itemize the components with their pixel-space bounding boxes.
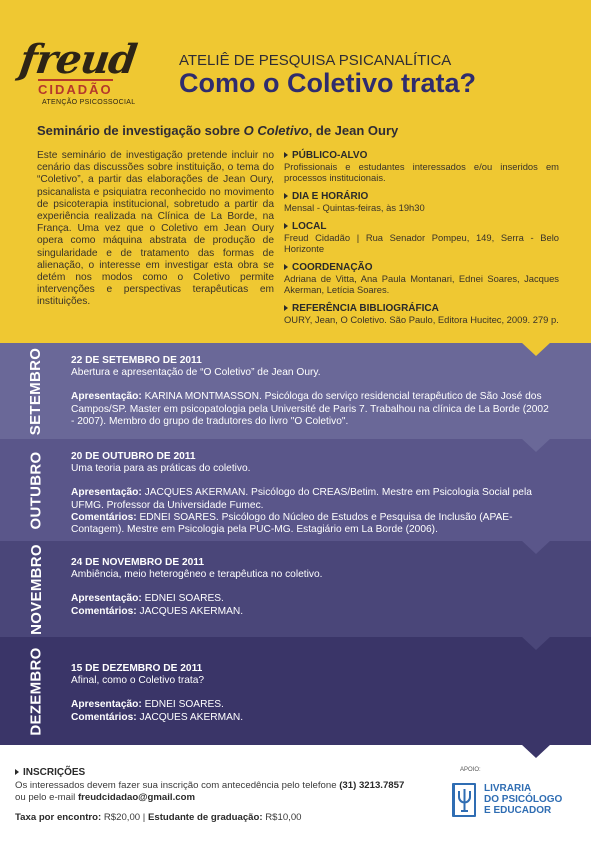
intro-paragraph: Este seminário de investigação pretende incluir no cenário das discussões sobre instituição, o tema do “Coletivo”, a partir das elaborações de Jean Oury, psicanalista e psiquiatra reconhecido no movimento de psicoterapia institucional, sobretudo a partir da experiência realizada na Clínica de La Borde, na França. Uma vez que o Coletivo em Jean Oury opera como máquina abstrata de produção de singularidade e de tratamento das formas de alienação, o interesse em investigar esta obra se detém nos modos como o Coletivo permite intervenções e perspectivas terapêuticas em instituições. [37, 150, 274, 308]
session-novembro [0, 541, 591, 637]
month-label: DEZEMBRO [27, 646, 45, 736]
session-date: 24 DE NOVEMBRO DE 2011 [71, 557, 205, 568]
arrow-icon [284, 152, 288, 158]
event-subtitle: Seminário de investigação sobre O Coletivo, de Jean Oury [37, 123, 399, 138]
footer-section [0, 745, 591, 842]
arrow-icon [284, 223, 288, 229]
apoio-label: APOIO: [460, 767, 481, 773]
session-details [71, 355, 551, 428]
session-details [71, 451, 551, 536]
logo-cidadao: CIDADÃO [38, 79, 113, 97]
session-commenter: Comentários: EDNEI SOARES. Psicólogo do Núcleo de Estudos e Pesquisa de Inclusão (APAE-Contagem). Mestre em Psicologia pela PUC-MG. Estagiário em La Borde (2006). [71, 511, 513, 536]
session-dezembro [0, 637, 591, 745]
arrow-icon [284, 264, 288, 270]
session-date: 22 DE SETEMBRO DE 2011 [71, 355, 202, 366]
registration-email-line: ou pelo e-mail freudcidadao@gmail.com [15, 792, 195, 803]
registration-title: INSCRIÇÕES [15, 767, 85, 778]
info-column [284, 150, 559, 333]
event-kicker: ATELIÊ DE PESQUISA PSICANALÍTICA [179, 52, 452, 69]
freud-cidadao-logo [16, 36, 170, 108]
session-details [71, 663, 551, 724]
logo-wordmark: freud [16, 36, 140, 83]
session-presenter: Apresentação: EDNEI SOARES. [71, 699, 224, 711]
info-local: LOCAL Freud Cidadão | Rua Senador Pompeu, 149, Serra - Belo Horizonte [284, 221, 559, 254]
logo-tagline: ATENÇÃO PSICOSSOCIAL [42, 99, 136, 106]
registration-phone-line: Os interessados devem fazer sua inscrição com antecedência pelo telefone (31) 3213.7857 [15, 780, 405, 791]
arrow-icon [15, 769, 19, 775]
info-coordenacao: COORDENAÇÃO Adriana de Vitta, Ana Paula Montanari, Ednei Soares, Jacques Akerman, Letícia Soares. [284, 262, 559, 295]
session-topic: Ambiência, meio heterogêneo e terapêutica no coletivo. [71, 569, 323, 581]
phone-number[interactable]: (31) 3213.7857 [339, 780, 405, 791]
arrow-icon [284, 305, 288, 311]
session-topic: Abertura e apresentação de “O Coletivo” de Jean Oury. [71, 367, 321, 379]
info-publico-alvo: PÚBLICO-ALVO Profissionais e estudantes interessados e/ou inseridos em processos institucionais. [284, 150, 559, 183]
session-outubro [0, 439, 591, 541]
month-label: OUTUBRO [27, 451, 45, 529]
session-presenter: Apresentação: EDNEI SOARES. [71, 593, 224, 605]
fees-line: Taxa por encontro: R$20,00 | Estudante de graduação: R$10,00 [15, 812, 302, 823]
session-presenter: Apresentação: JACQUES AKERMAN. Psicólogo do CREAS/Betim. Mestre em Psicologia Social pela UFMG. Professor da Universidade Fumec. [71, 487, 532, 511]
session-date: 20 DE OUTUBRO DE 2011 [71, 451, 196, 462]
session-topic: Afinal, como o Coletivo trata? [71, 675, 205, 687]
header-section [0, 0, 591, 343]
info-dia-horario: DIA E HORÁRIO Mensal - Quintas-feiras, às 19h30 [284, 191, 425, 213]
book-psi-icon [450, 781, 480, 819]
session-date: 15 DE DEZEMBRO DE 2011 [71, 663, 203, 674]
session-commenter: Comentários: JACQUES AKERMAN. [71, 711, 244, 723]
email-link[interactable]: freudcidadao@gmail.com [77, 792, 195, 803]
month-label: NOVEMBRO [27, 543, 45, 635]
info-referencia: REFERÊNCIA BIBLIOGRÁFICA OURY, Jean, O Coletivo. São Paulo, Editora Hucitec, 2009. 279 p. [284, 303, 559, 325]
month-label: SETEMBRO [27, 347, 45, 435]
session-setembro [0, 343, 591, 439]
session-topic: Uma teoria para as práticas do coletivo. [71, 463, 251, 475]
session-details [71, 557, 551, 618]
session-commenter: Comentários: JACQUES AKERMAN. [71, 605, 244, 617]
session-presenter: Apresentação: KARINA MONTMASSON. Psicóloga do serviço residencial terapêutico de São José dos Campos/SP. Master em psicopatologia pela Université de Paris 7. Trabalhou na clínica de La Borde (2002 - 2007). Membro do grupo de tradutores do livro "O Coletivo". [71, 391, 549, 427]
sponsor-name: LIVRARIA DO PSICÓLOGO E EDUCADOR [484, 783, 563, 816]
arrow-icon [284, 193, 288, 199]
event-headline: Como o Coletivo trata? [179, 68, 477, 98]
